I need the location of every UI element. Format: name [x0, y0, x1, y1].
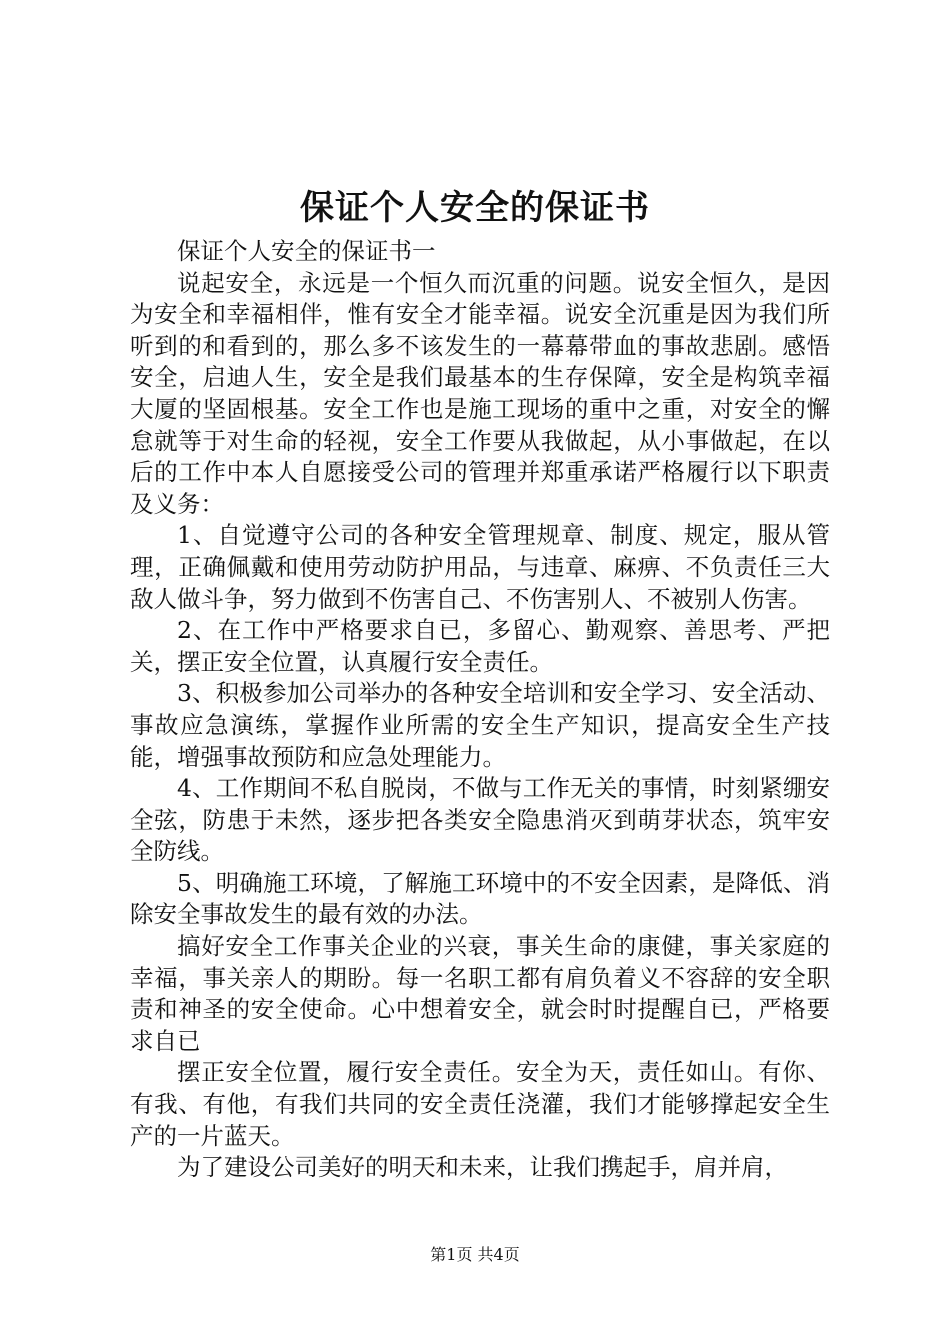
- document-title: 保证个人安全的保证书: [300, 188, 650, 228]
- list-item-4: 4、工作期间不私自脱岗，不做与工作无关的事情，时刻紧绷安全弦，防患于未然，逐步把各类安全隐患消灭到萌芽状态，筑牢安全防线。: [130, 774, 830, 866]
- list-item-2: 2、在工作中严格要求自已，多留心、勤观察、善思考、严把关，摆正安全位置，认真履行安全责任。: [130, 616, 830, 676]
- list-item-1: 1、自觉遵守公司的各种安全管理规章、制度、规定，服从管理，正确佩戴和使用劳动防护用品，与违章、麻痹、不负责任三大敌人做斗争，努力做到不伤害自己、不伤害别人、不被别人伤害。: [130, 521, 830, 613]
- paragraph-intro: 说起安全，永远是一个恒久而沉重的问题。说安全恒久，是因为安全和幸福相伴，惟有安全才能幸福。说安全沉重是因为我们所听到的和看到的，那么多不该发生的一幕幕带血的事故悲剧。感悟安全，启迪人生，安全是我们最基本的生存保障，安全是构筑幸福大厦的坚固根基。安全工作也是施工现场的重中之重，对安全的懈怠就等于对生命的轻视，安全工作要从我做起，从小事做起，在以后的工作中本人自愿接受公司的管理并郑重承诺严格履行以下职责及义务：: [130, 268, 830, 518]
- paragraph-responsibility: 摆正安全位置，履行安全责任。安全为天，责任如山。有你、有我、有他，有我们共同的安全责任浇灌，我们才能够撑起安全生产的一片蓝天。: [130, 1058, 830, 1150]
- paragraph-importance: 搞好安全工作事关企业的兴衰，事关生命的康健，事关家庭的幸福，事关亲人的期盼。每一名职工都有肩负着义不容辞的安全职责和神圣的安全使命。心中想着安全，就会时时提醒自已，严格要求自已: [130, 932, 830, 1055]
- paragraph-closing: 为了建设公司美好的明天和未来，让我们携起手，肩并肩，: [177, 1153, 788, 1182]
- list-item-3: 3、积极参加公司举办的各种安全培训和安全学习、安全活动、事故应急演练，掌握作业所需的安全生产知识，提高安全生产技能，增强事故预防和应急处理能力。: [130, 679, 830, 771]
- page-footer: 第1页 共4页: [430, 1245, 520, 1264]
- document-body: [130, 236, 830, 1184]
- section-heading: 保证个人安全的保证书一: [177, 237, 436, 265]
- list-item-5: 5、明确施工环境，了解施工环境中的不安全因素，是降低、消除安全事故发生的最有效的办法。: [130, 868, 830, 929]
